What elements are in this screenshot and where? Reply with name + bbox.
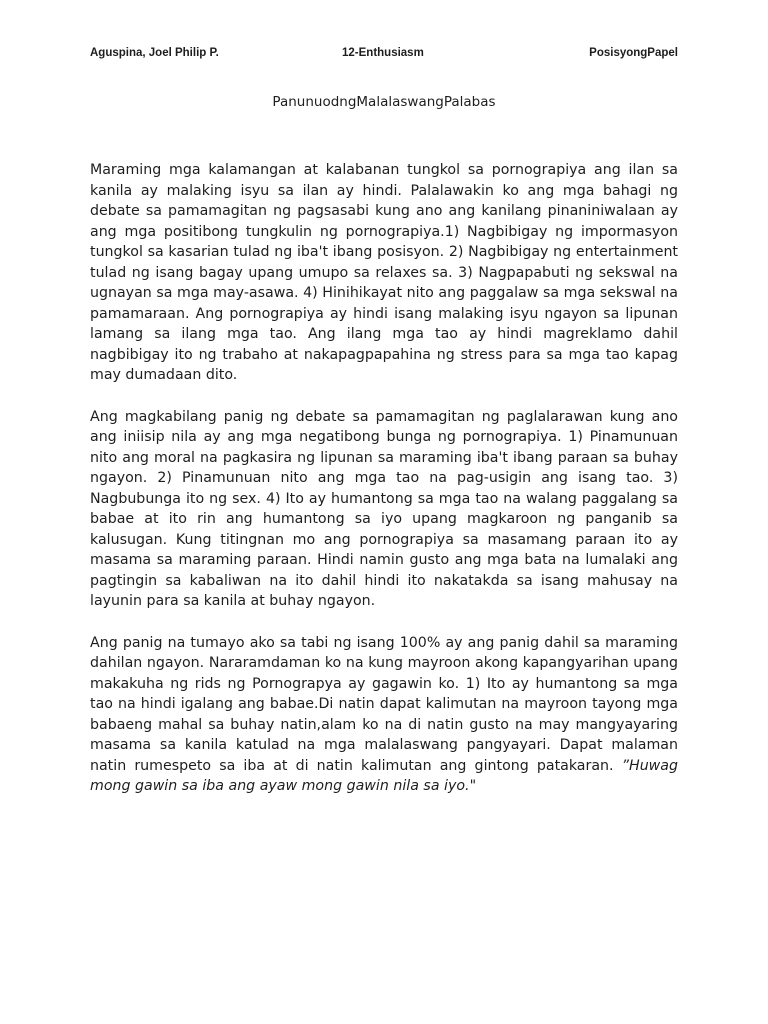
document-type: PosisyongPapel xyxy=(589,47,678,59)
document-body xyxy=(90,160,678,797)
paragraph-2: Ang magkabilang panig ng debate sa pamamagitan ng paglalarawan kung ano ang iniisip nila ay ang mga negatibong bunga ng pornograpiya. 1) Pinamunuan nito ang moral na pagkasira ng lipunan sa maraming iba't ibang paraan sa buhay ngayon. 2) Pinamunuan nito ang mga tao na pag-usigin ang isang tao. 3) Nagbubunga ito ng sex. 4) Ito ay humantong sa mga tao na walang paggalang sa babae at ito rin ang humantong sa iyo upang magkaroon ng panganib sa kalusugan. Kung titingnan mo ang pornograpiya sa masamang paraan ito ay masama sa maraming paraan. Hindi namin gusto ang mga bata na lumalaki ang pagtingin sa kabaliwan na ito dahil hindi ito nakatakda sa isang mahusay na layunin para sa kanila at buhay ngayon. xyxy=(90,408,678,609)
closing-quote-mark: " xyxy=(469,778,477,794)
paragraph-3-text: Ang panig na tumayo ako sa tabi ng isang 100% ay ang panig dahil sa maraming dahilan ngayon. Nararamdaman ko na kung mayroon akong kapangyarihan upang makakuha ng rids ng Pornograpya ay gagawin ko. 1) Ito ay humantong sa mga tao na hindi igalang ang babae.Di natin dapat kalimutan na mayroon tayong mga babaeng mahal sa buhay natin,alam ko na di natin gusto na may mangyayaring masama sa kanila katulad na mga malalaswang pangyayari. Dapat malaman natin rumespeto sa iba at di natin kalimutan ang gintong patakaran. xyxy=(90,634,678,774)
section-name: 12-Enthusiasm xyxy=(342,47,424,59)
document-title: PanunuodngMalalaswangPalabas xyxy=(272,94,496,110)
paragraph-1: Maraming mga kalamangan at kalabanan tungkol sa pornograpiya ang ilan sa kanila ay malaking isyu sa ilan ay hindi. Palalawakin ko ang mga bahagi ng debate sa pamamagitan ng pagsasabi kung ano ang kanilang pinaniniwalaan ay ang mga positibong tungkulin ng pornograpiya.1) Nagbibigay ng impormasyon tungkol sa kasarian tulad ng iba't ibang posisyon. 2) Nagbibigay ng entertainment tulad ng isang bagay upang umupo sa relaxes sa. 3) Nagpapabuti ng sekswal na ugnayan sa mga may-asawa. 4) Hinihikayat nito ang paggalaw sa mga sekswal na pamamaraan. Ang pornograpiya ay hindi isang malaking isyu ngayon sa lipunan lamang sa ilang mga tao. Ang ilang mga tao ay hindi magreklamo dahil nagbibigay ito ng trabaho at nakapagpapahina ng stress para sa mga tao kapag may dumadaan dito. xyxy=(90,162,678,383)
author-name: Aguspina, Joel Philip P. xyxy=(90,47,219,59)
closing-quote: ”Huwag mong gawin sa iba ang ayaw mong gawin nila sa iyo. xyxy=(90,757,678,794)
paragraph-3 xyxy=(90,633,678,797)
page-header xyxy=(90,47,678,67)
